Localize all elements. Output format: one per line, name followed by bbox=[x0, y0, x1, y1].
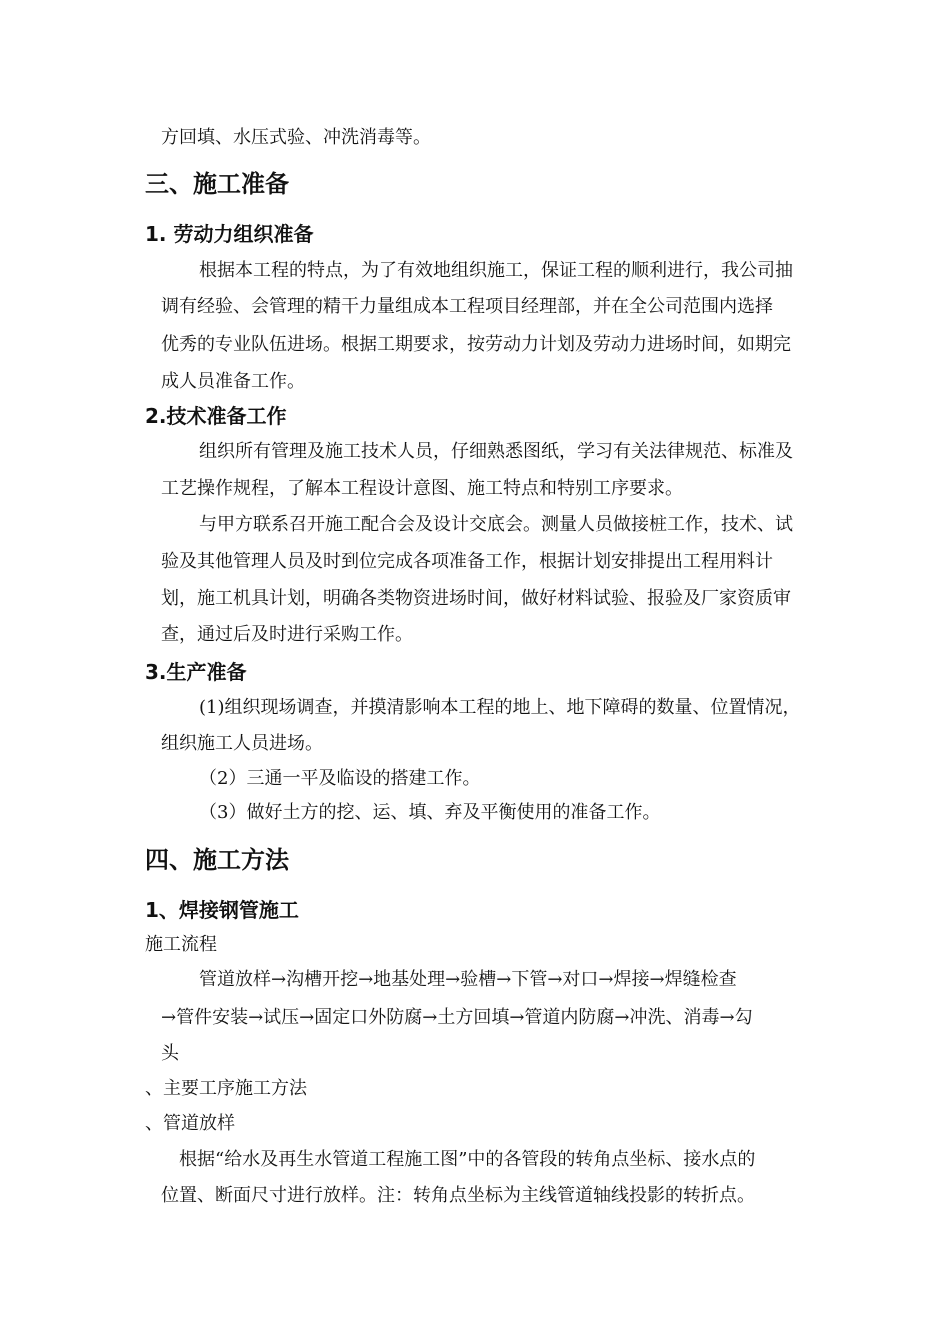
paragraph-line: 、主要工序施工方法 bbox=[145, 1078, 307, 1099]
paragraph-line: 头 bbox=[161, 1043, 179, 1064]
subsection-heading: 1、焊接钢管施工 bbox=[145, 898, 299, 922]
paragraph-line: 方回填、水压式验、冲洗消毒等。 bbox=[161, 127, 431, 148]
section-heading: 三、施工准备 bbox=[145, 170, 289, 198]
subsection-heading: 1. 劳动力组织准备 bbox=[145, 222, 314, 246]
paragraph-line: 管道放样→沟槽开挖→地基处理→验槽→下管→对口→焊接→焊缝检查 bbox=[199, 969, 737, 990]
paragraph-line: 组织施工人员进场。 bbox=[161, 733, 323, 754]
paragraph-line: （2）三通一平及临设的搭建工作。 bbox=[199, 768, 481, 789]
paragraph-line: 查，通过后及时进行采购工作。 bbox=[161, 624, 413, 645]
paragraph-line: (1)组织现场调查，并摸清影响本工程的地上、地下障碍的数量、位置情况， bbox=[199, 697, 801, 718]
paragraph-line: 优秀的专业队伍进场。根据工期要求，按劳动力计划及劳动力进场时间，如期完 bbox=[161, 334, 791, 355]
subsection-heading: 3.生产准备 bbox=[145, 660, 247, 684]
paragraph-line: 施工流程 bbox=[145, 934, 217, 955]
paragraph-line: 与甲方联系召开施工配合会及设计交底会。测量人员做接桩工作，技术、试 bbox=[199, 514, 793, 535]
subsection-heading: 2.技术准备工作 bbox=[145, 404, 287, 428]
paragraph-line: 、管道放样 bbox=[145, 1113, 235, 1134]
paragraph-line: 根据本工程的特点，为了有效地组织施工，保证工程的顺利进行，我公司抽 bbox=[199, 260, 793, 281]
paragraph-line: 位置、断面尺寸进行放样。注：转角点坐标为主线管道轴线投影的转折点。 bbox=[161, 1185, 755, 1206]
paragraph-line: 调有经验、会管理的精干力量组成本工程项目经理部，并在全公司范围内选择 bbox=[161, 296, 773, 317]
paragraph-line: 工艺操作规程，了解本工程设计意图、施工特点和特别工序要求。 bbox=[161, 478, 683, 499]
paragraph-line: （3）做好土方的挖、运、填、弃及平衡使用的准备工作。 bbox=[199, 802, 661, 823]
paragraph-line: →管件安装→试压→固定口外防腐→土方回填→管道内防腐→冲洗、消毒→勾 bbox=[161, 1007, 753, 1028]
paragraph-line: 根据“给水及再生水管道工程施工图”中的各管段的转角点坐标、接水点的 bbox=[179, 1149, 756, 1170]
paragraph-line: 组织所有管理及施工技术人员，仔细熟悉图纸，学习有关法律规范、标准及 bbox=[199, 441, 793, 462]
paragraph-line: 验及其他管理人员及时到位完成各项准备工作，根据计划安排提出工程用料计 bbox=[161, 551, 773, 572]
section-heading: 四、施工方法 bbox=[145, 846, 289, 874]
paragraph-line: 划，施工机具计划，明确各类物资进场时间，做好材料试验、报验及厂家资质审 bbox=[161, 588, 791, 609]
paragraph-line: 成人员准备工作。 bbox=[161, 371, 305, 392]
